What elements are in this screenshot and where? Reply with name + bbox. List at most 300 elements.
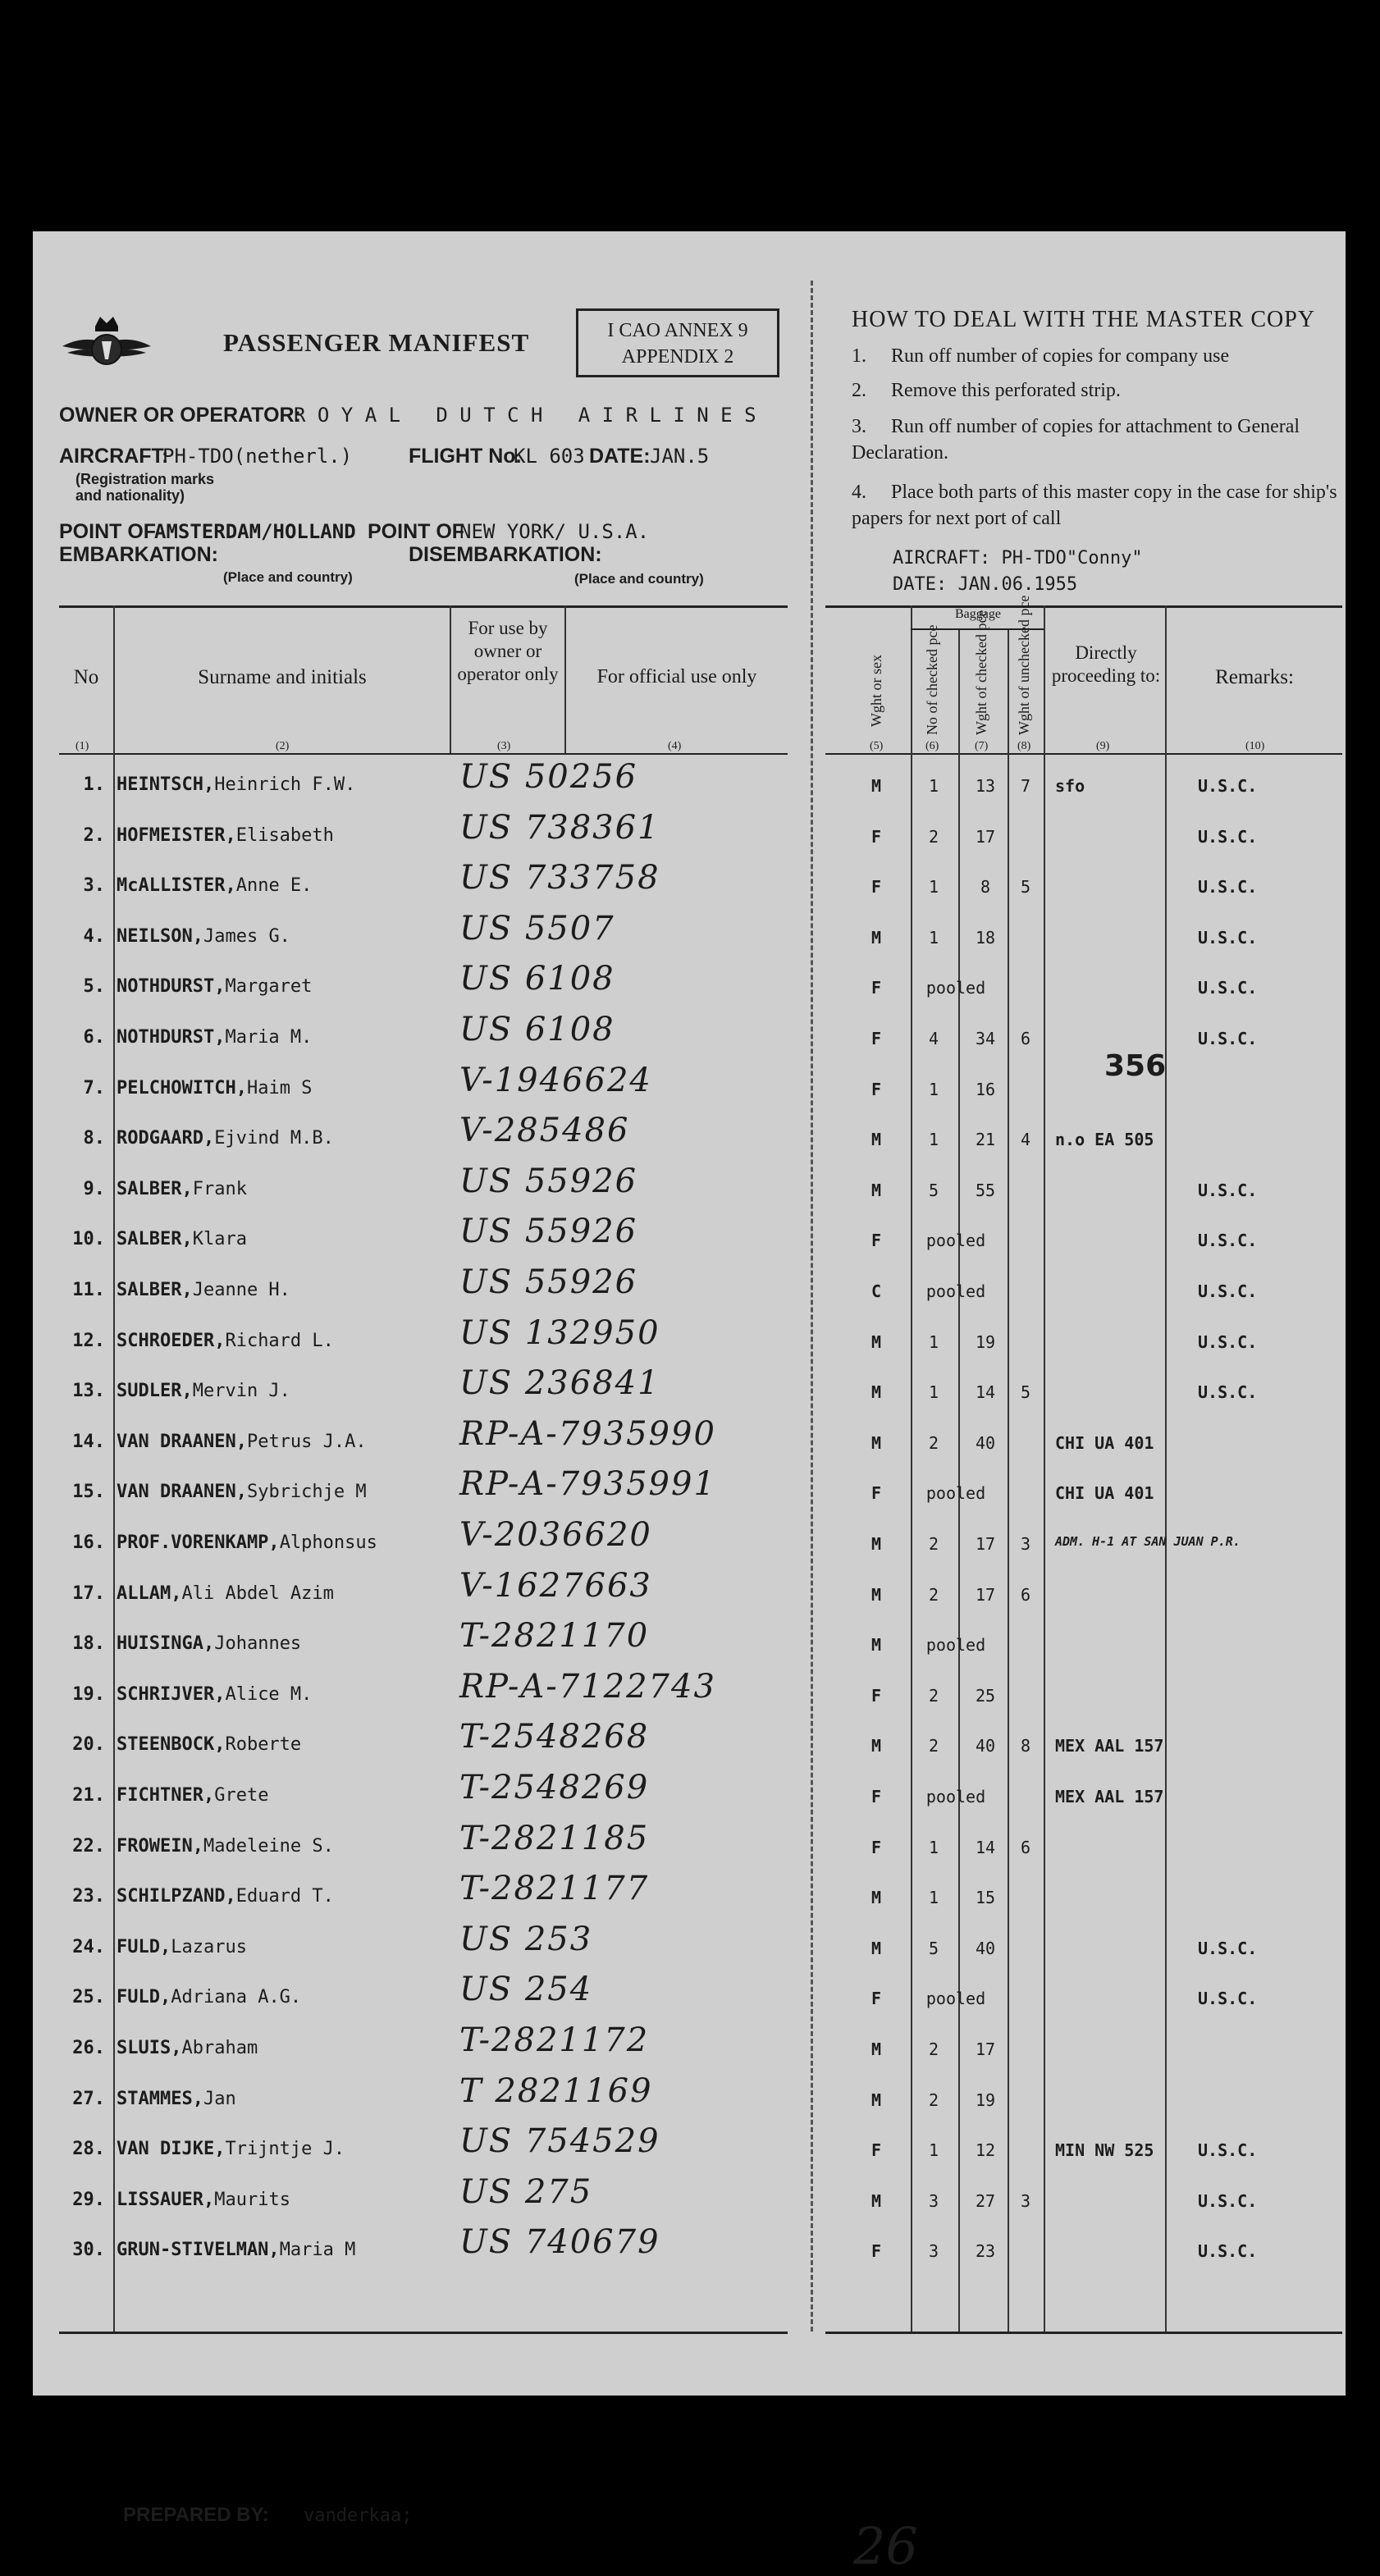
baggage-pieces: pooled (925, 1635, 986, 1656)
baggage-weight: 19 (975, 2090, 996, 2110)
given-names: Haim S (246, 1077, 313, 1098)
passenger-sex: F (870, 1685, 882, 1706)
passenger-name (117, 2139, 345, 2159)
passenger-sex: F (870, 1231, 882, 1251)
surname: SALBER, (117, 1280, 193, 1300)
header-owner-use: For use by owner or operator only (457, 618, 559, 684)
passenger-no: 6. (83, 1027, 105, 1048)
destination: n.o EA 505 (1055, 1130, 1154, 1150)
disembark-label-2: DISEMBARKATION: (409, 543, 602, 566)
passenger-no: 17. (72, 1583, 105, 1604)
surname: HOFMEISTER, (117, 824, 236, 846)
passenger-name (117, 1734, 301, 1755)
passenger-sex: F (870, 877, 882, 897)
passport-number-handwritten: RP-A-7122743 (459, 1667, 716, 1706)
remarks: U.S.C. (1198, 1180, 1258, 1200)
baggage-pieces: 3 (928, 2190, 939, 2211)
surname: VAN DRAANEN, (117, 1431, 247, 1452)
destination: CHI UA 401 (1055, 1483, 1154, 1504)
date-label: DATE: (589, 445, 651, 468)
passport-number-handwritten: US 275 (459, 2172, 593, 2211)
colnum-8: (8) (1017, 740, 1031, 752)
passenger-no: 11. (72, 1280, 105, 1300)
passport-number-handwritten: RP-A-7935990 (459, 1414, 716, 1453)
passenger-no: 12. (72, 1330, 105, 1351)
passenger-no: 5. (83, 976, 105, 998)
passenger-no: 22. (72, 1835, 105, 1857)
header-directly: Directly proceeding to: (1051, 642, 1161, 686)
unchecked-weight: 6 (1020, 1837, 1031, 1857)
surname: FULD, (117, 1936, 171, 1957)
baggage-pieces: 4 (928, 1029, 939, 1048)
passenger-sex: M (870, 1130, 882, 1150)
passenger-name (117, 1633, 301, 1654)
table-row (33, 1263, 1346, 1318)
colnum-1: (1) (75, 740, 89, 752)
given-names: Lazarus (171, 1936, 247, 1957)
table-row (33, 1364, 1346, 1418)
passenger-no: 10. (72, 1229, 105, 1250)
colnum-10: (10) (1245, 740, 1265, 752)
passport-number-handwritten: US 733758 (459, 859, 660, 897)
baggage-pieces: 2 (928, 1534, 939, 1554)
unchecked-weight: 3 (1020, 2190, 1031, 2211)
baggage-weight: 15 (975, 1888, 996, 1908)
passenger-sex: M (870, 1635, 882, 1656)
baggage-pieces: 1 (928, 1382, 939, 1403)
baggage-weight: 27 (975, 2190, 996, 2211)
passenger-no: 4. (83, 925, 105, 947)
passenger-no: 19. (72, 1683, 105, 1705)
prepared-label: PREPARED BY: (123, 2504, 269, 2526)
baggage-pieces: 2 (928, 1685, 939, 1706)
passenger-no: 30. (72, 2240, 105, 2261)
passport-number-handwritten: T-2821170 (459, 1617, 650, 1656)
table-row (33, 1971, 1346, 2025)
passenger-no: 21. (72, 1785, 105, 1806)
passenger-sex: F (870, 1029, 882, 1048)
surname: SALBER, (117, 1229, 193, 1250)
aircraft-label: AIRCRAFT: (59, 445, 169, 468)
date-value: JAN.5 (650, 445, 710, 468)
colnum-7: (7) (975, 740, 989, 752)
given-names: Roberte (225, 1734, 302, 1756)
baggage-weight: 21 (975, 1130, 996, 1150)
baggage-pieces: 1 (928, 1130, 939, 1150)
colnum-4: (4) (668, 740, 682, 752)
remarks: U.S.C. (1198, 1989, 1258, 2009)
remarks: U.S.C. (1198, 877, 1258, 897)
baggage-pieces: pooled (925, 1281, 986, 1301)
baggage-weight: 17 (975, 2039, 996, 2059)
embark-label-2: EMBARKATION: (59, 543, 218, 566)
table-row (33, 909, 1346, 964)
given-names: Maria M (279, 2240, 356, 2261)
table-row (33, 2122, 1346, 2176)
embark-value: AMSTERDAM/HOLLAND (154, 520, 356, 543)
header-no-checked: No of checked pce (924, 624, 940, 735)
table-row (33, 2021, 1346, 2076)
baggage-weight: 14 (975, 1837, 996, 1857)
baggage-weight: 40 (975, 1432, 996, 1453)
unchecked-weight: 5 (1020, 1382, 1031, 1403)
passenger-name (117, 1280, 290, 1300)
baggage-pieces: pooled (925, 1483, 986, 1504)
passport-number-handwritten: V-2036620 (459, 1516, 652, 1554)
passenger-sex: M (870, 1331, 882, 1352)
remarks: U.S.C. (1198, 1331, 1258, 1352)
passport-number-handwritten: V-1946624 (459, 1061, 652, 1099)
passenger-no: 15. (72, 1482, 105, 1503)
surname: LISSAUER, (117, 2189, 215, 2210)
passenger-sex: M (870, 2039, 882, 2059)
unchecked-weight: 7 (1020, 776, 1031, 796)
passenger-no: 28. (72, 2139, 105, 2160)
baggage-pieces: pooled (925, 1989, 986, 2009)
baggage-pieces: 1 (928, 776, 939, 796)
passport-number-handwritten: US 132950 (459, 1313, 660, 1352)
passenger-name (117, 1229, 247, 1249)
destination: MEX AAL 157 (1055, 1736, 1164, 1756)
baggage-weight: 25 (975, 1685, 996, 1706)
passport-number-handwritten: US 6108 (459, 1011, 615, 1048)
passenger-name (117, 1886, 334, 1907)
given-names: Maurits (214, 2189, 290, 2210)
table-top-rule-right (825, 605, 1342, 608)
baggage-weight: 12 (975, 2140, 996, 2161)
remarks: U.S.C. (1198, 2190, 1258, 2211)
baggage-pieces: 2 (928, 826, 939, 847)
passport-number-handwritten: T-2821172 (459, 2021, 650, 2059)
surname: RODGAARD, (117, 1128, 215, 1149)
destination: sfo (1055, 776, 1085, 796)
given-names: Eduard T. (235, 1886, 334, 1907)
surname: VAN DRAANEN, (117, 1482, 247, 1503)
surname: HEINTSCH, (117, 774, 215, 795)
registration-note-1: (Registration marks (75, 471, 215, 487)
given-names: Richard L. (225, 1330, 334, 1351)
passenger-sex: M (870, 1382, 882, 1403)
header-baggage: Baggage (955, 607, 1001, 621)
colnum-6: (6) (925, 740, 939, 752)
table-row (33, 1870, 1346, 1924)
colnum-3: (3) (497, 740, 511, 752)
baggage-pieces: 2 (928, 1584, 939, 1605)
table-row (33, 1667, 1346, 1722)
passenger-name (117, 2089, 236, 2109)
icao-box (576, 308, 779, 377)
baggage-pieces: 1 (928, 1888, 939, 1908)
passenger-sex: M (870, 2190, 882, 2211)
passport-number-handwritten: US 754529 (459, 2122, 660, 2161)
surname: SALBER, (117, 1178, 193, 1199)
embark-label-1: POINT OF (59, 520, 157, 543)
given-names: Frank (192, 1178, 247, 1199)
passenger-name (117, 1482, 367, 1502)
passport-number-handwritten: T-2548268 (459, 1718, 650, 1756)
klm-crown-logo (59, 310, 154, 381)
icao-line-2: APPENDIX 2 (621, 346, 734, 368)
passenger-sex: F (870, 1483, 882, 1504)
surname: STAMMES, (117, 2088, 203, 2109)
baggage-pieces: 1 (928, 927, 939, 948)
passport-number-handwritten: T-2821185 (459, 1819, 650, 1857)
unchecked-weight: 4 (1020, 1130, 1031, 1150)
passport-number-handwritten: US 254 (459, 1971, 593, 2009)
baggage-weight: 13 (975, 776, 996, 796)
passport-number-handwritten: T-2548269 (459, 1769, 650, 1806)
howto-item-2: 2. Remove this perforated strip. (852, 380, 1121, 401)
surname: SCHROEDER, (117, 1330, 226, 1351)
passport-number-handwritten: US 236841 (459, 1364, 660, 1403)
remarks: U.S.C. (1198, 776, 1258, 796)
baggage-pieces: 2 (928, 2090, 939, 2110)
surname: SCHILPZAND, (117, 1886, 236, 1907)
header-remarks: Remarks: (1215, 666, 1294, 688)
given-names: Ali Abdel Azim (181, 1583, 334, 1604)
surname: SCHRIJVER, (117, 1683, 226, 1705)
baggage-weight: 40 (975, 1938, 996, 1958)
place-note-1: (Place and country) (223, 569, 353, 585)
passenger-sex: M (870, 1938, 882, 1958)
passport-number-handwritten: US 55926 (459, 1213, 638, 1251)
baggage-pieces: 2 (928, 1432, 939, 1453)
passenger-sex: F (870, 978, 882, 998)
remarks: U.S.C. (1198, 1382, 1258, 1403)
passenger-name (117, 1836, 334, 1857)
destination: ADM. H-1 AT SAN JUAN P.R. (1055, 1534, 1241, 1549)
flight-label: FLIGHT No. (409, 445, 522, 468)
given-names: Mervin J. (192, 1381, 290, 1402)
passenger-sex: M (870, 2090, 882, 2110)
table-bottom-rule (59, 2332, 788, 2334)
passenger-no: 29. (72, 2189, 105, 2210)
passenger-no: 3. (83, 875, 105, 897)
passenger-name (117, 1785, 268, 1806)
remarks: U.S.C. (1198, 1938, 1258, 1958)
baggage-pieces: 3 (928, 2241, 939, 2262)
baggage-weight: 34 (975, 1029, 996, 1048)
given-names: James G. (203, 925, 290, 947)
table-row (33, 1465, 1346, 1519)
remarks: U.S.C. (1198, 1029, 1258, 1048)
header-bottom-rule (59, 753, 788, 755)
passport-number-handwritten: US 740679 (459, 2223, 660, 2262)
manifest-title: PASSENGER MANIFEST (223, 328, 530, 357)
passenger-name (117, 1987, 301, 2007)
given-names: Klara (192, 1229, 247, 1250)
place-note-2: (Place and country) (574, 571, 704, 587)
baggage-pieces: pooled (925, 1231, 986, 1251)
baggage-pieces: 1 (928, 2140, 939, 2161)
passenger-sex: M (870, 1432, 882, 1453)
passenger-no: 9. (83, 1178, 105, 1199)
baggage-weight: 40 (975, 1736, 996, 1756)
header-surname: Surname and initials (198, 666, 367, 688)
baggage-pieces: 1 (928, 1079, 939, 1099)
baggage-pieces: 1 (928, 1837, 939, 1857)
aircraft-value: PH-TDO(netherl.) (162, 445, 353, 468)
given-names: Trijntje J. (225, 2139, 345, 2160)
given-names: Alphonsus (279, 1532, 377, 1553)
registration-note-2: and nationality) (75, 487, 185, 504)
destination: CHI UA 401 (1055, 1432, 1154, 1453)
passport-number-handwritten: US 50256 (459, 758, 638, 796)
surname: NEILSON, (117, 925, 203, 947)
passenger-name (117, 1331, 334, 1351)
table-bottom-rule-right (825, 2332, 1342, 2334)
flight-value: KL 603 (514, 445, 585, 468)
disembark-value: NEW YORK/ U.S.A. (459, 520, 650, 543)
passenger-no: 7. (83, 1077, 105, 1098)
passenger-no: 13. (72, 1381, 105, 1402)
howto-item-1: 1. Run off number of copies for company use (852, 345, 1230, 367)
passenger-name (117, 825, 334, 846)
howto-date: DATE: JAN.06.1955 (893, 574, 1078, 595)
passenger-name (117, 1432, 367, 1452)
passenger-sex: M (870, 927, 882, 948)
passenger-no: 16. (72, 1532, 105, 1553)
passport-number-handwritten: US 253 (459, 1920, 593, 1958)
surname: STEENBOCK, (117, 1734, 226, 1756)
passenger-sex: F (870, 1989, 882, 2009)
table-row (33, 1313, 1346, 1368)
table-row (33, 1617, 1346, 1671)
baggage-pieces: 5 (928, 1180, 939, 1200)
table-row (33, 808, 1346, 863)
passenger-name (117, 976, 312, 997)
passenger-sex: F (870, 2140, 882, 2161)
passenger-sex: M (870, 1584, 882, 1605)
passport-number-handwritten: US 5507 (459, 909, 615, 948)
surname: ALLAM, (117, 1583, 182, 1604)
passenger-name (117, 1583, 334, 1604)
howto-item-3: 3. Run off number of copies for attachment to General Declaration. (852, 416, 1300, 464)
passenger-name (117, 1532, 377, 1553)
given-names: Ejvind M.B. (214, 1128, 334, 1149)
baggage-weight: 55 (975, 1180, 996, 1200)
surname: FULD, (117, 1987, 171, 2008)
manifest-sheet (33, 231, 1346, 2576)
passport-number-handwritten: US 55926 (459, 1263, 638, 1301)
passenger-sex: M (870, 1736, 882, 1756)
table-row (33, 2223, 1346, 2277)
howto-title: HOW TO DEAL WITH THE MASTER COPY (852, 307, 1316, 332)
prepared-value: vanderkaa; (304, 2505, 413, 2526)
passenger-no: 20. (72, 1734, 105, 1756)
colnum-5: (5) (870, 740, 884, 752)
table-row (33, 1819, 1346, 1874)
passport-number-handwritten: T 2821169 (459, 2071, 653, 2110)
passenger-name (117, 1684, 312, 1705)
passenger-sex: F (870, 1837, 882, 1857)
surname: GRUN-STIVELMAN, (117, 2240, 280, 2261)
unchecked-weight: 3 (1020, 1534, 1031, 1554)
passenger-sex: M (870, 776, 882, 796)
baggage-pieces: 2 (928, 1736, 939, 1756)
passenger-no: 1. (83, 774, 105, 795)
col-divider (450, 605, 451, 753)
passport-number-handwritten: US 738361 (459, 808, 660, 847)
given-names: Johannes (214, 1633, 302, 1655)
surname: PELCHOWITCH, (117, 1077, 247, 1098)
baggage-weight: 17 (975, 1534, 996, 1554)
passport-number-handwritten: RP-A-7935991 (459, 1465, 716, 1504)
surname: SLUIS, (117, 2038, 182, 2058)
passenger-no: 27. (72, 2088, 105, 2109)
table-row (33, 1516, 1346, 1570)
surname: NOTHDURST, (117, 976, 226, 998)
passenger-no: 26. (72, 2038, 105, 2058)
table-row (33, 1414, 1346, 1469)
table-row (33, 1566, 1346, 1621)
baggage-weight: 16 (975, 1079, 996, 1099)
stamp-number: 356 (1104, 1049, 1167, 1083)
table-row (33, 1718, 1346, 1772)
header-wght-unchecked: Wght of unchecked pce (1016, 595, 1032, 735)
table-row (33, 960, 1346, 1014)
baggage-weight: 23 (975, 2241, 996, 2262)
remarks: U.S.C. (1198, 1281, 1258, 1301)
disembark-label-1: POINT OF (368, 520, 465, 543)
given-names: Anne E. (235, 875, 313, 897)
baggage-pieces: 1 (928, 877, 939, 897)
owner-value: R O Y A L D U T C H A I R L I N E S (294, 404, 756, 427)
passenger-name (117, 1128, 334, 1149)
surname: McALLISTER, (117, 875, 236, 897)
header-weight-sex: Wght or sex (868, 655, 884, 727)
unchecked-weight: 6 (1020, 1029, 1031, 1048)
given-names: Heinrich F.W. (214, 774, 356, 795)
baggage-weight: 17 (975, 1584, 996, 1605)
given-names: Margaret (225, 976, 313, 998)
passenger-no: 14. (72, 1431, 105, 1452)
given-names: Sybrichje M (246, 1482, 367, 1503)
baggage-weight: 17 (975, 826, 996, 847)
passenger-name (117, 2240, 355, 2260)
passenger-no: 24. (72, 1936, 105, 1957)
remarks: U.S.C. (1198, 978, 1258, 998)
passport-number-handwritten: V-1627663 (459, 1566, 652, 1605)
table-row (33, 1112, 1346, 1166)
passenger-sex: F (870, 826, 882, 847)
howto-aircraft: AIRCRAFT: PH-TDO"Conny" (893, 548, 1143, 569)
passenger-no: 8. (83, 1128, 105, 1149)
given-names: Jan (203, 2088, 236, 2109)
owner-label: OWNER OR OPERATOR: (59, 404, 301, 427)
surname: PROF.VORENKAMP, (117, 1532, 280, 1553)
baggage-pieces: 5 (928, 1938, 939, 1958)
passenger-name (117, 2038, 258, 2058)
passenger-name (117, 1381, 290, 1401)
unchecked-weight: 8 (1020, 1736, 1031, 1756)
baggage-pieces: pooled (925, 978, 986, 998)
table-row (33, 1769, 1346, 1823)
surname: VAN DIJKE, (117, 2139, 226, 2160)
table-row (33, 1162, 1346, 1217)
passenger-name (117, 1937, 247, 1957)
baggage-weight: 14 (975, 1382, 996, 1403)
surname: FROWEIN, (117, 1835, 203, 1857)
passenger-name (117, 875, 312, 896)
passenger-sex: F (870, 2241, 882, 2262)
table-row (33, 1213, 1346, 1267)
passport-number-handwritten: T-2821177 (459, 1870, 650, 1908)
passenger-no: 25. (72, 1987, 105, 2008)
given-names: Petrus J.A. (246, 1431, 367, 1452)
passenger-sex: C (870, 1281, 882, 1301)
given-names: Jeanne H. (192, 1280, 290, 1300)
